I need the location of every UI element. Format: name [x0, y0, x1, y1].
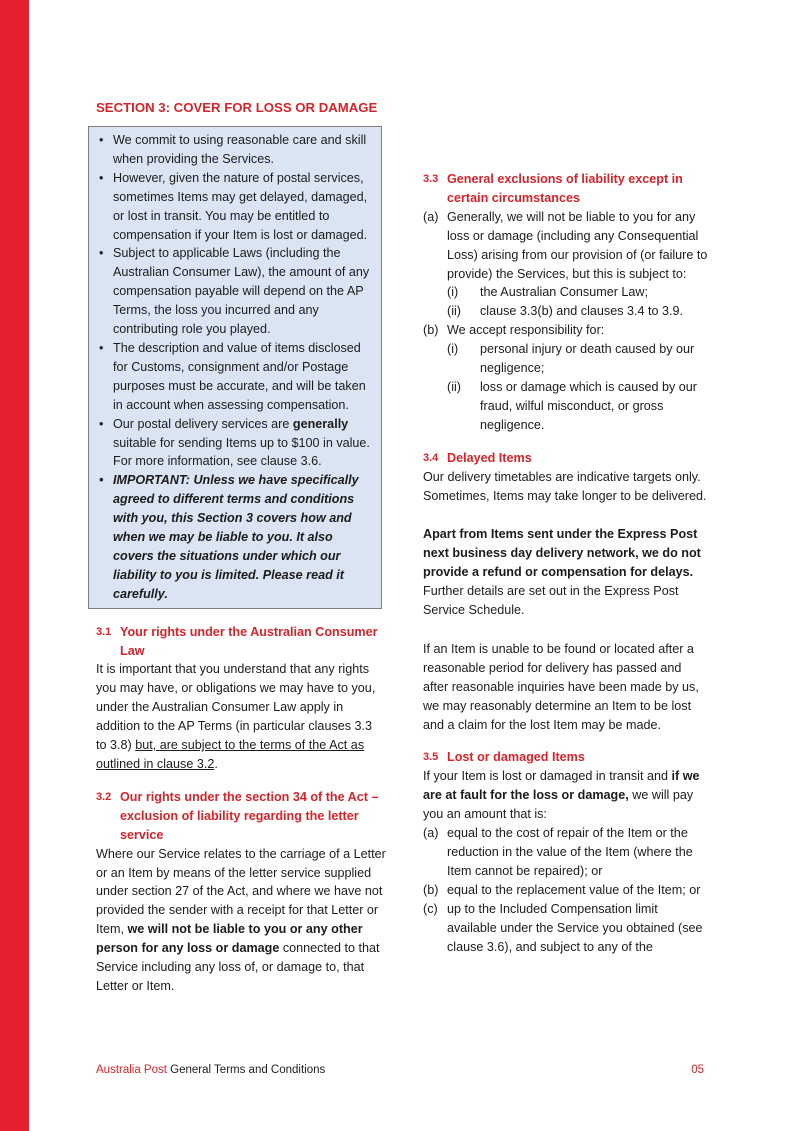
bullet-text: Our postal delivery services are: [113, 416, 293, 431]
clause-item: [423, 321, 708, 340]
summary-bullet: • Subject to applicable Laws (including the Australian Consumer Law), the amount of any compensation payable will depend on the AP Terms, the loss you incurred and any contributing role you played.: [113, 244, 375, 339]
clause-item: [423, 824, 708, 881]
clause-number: 3.4: [423, 451, 439, 464]
summary-bullet: • We commit to using reasonable care and skill when providing the Services.: [113, 131, 375, 169]
bullet-bold-text: generally: [292, 416, 349, 431]
clause-number: 3.2: [96, 790, 112, 803]
item-label: (b): [423, 323, 439, 338]
subitem-label: (i): [447, 342, 459, 357]
item-label: (c): [423, 901, 438, 916]
subitem-text: clause 3.3(b) and clauses 3.4 to 3.9.: [480, 304, 684, 319]
clause-number: 3.1: [96, 625, 112, 638]
clause-subitem: [447, 302, 708, 321]
subitem-text: loss or damage which is caused by our fraud, wilful misconduct, or gross negligence.: [480, 379, 698, 432]
clause-heading-text: Our rights under the section 34 of the Act – exclusion of liability regarding the letter service: [120, 789, 379, 842]
paragraph-text: .: [214, 757, 218, 771]
clause-3-4-heading: [423, 449, 708, 468]
item-label: (a): [423, 826, 439, 841]
clause-heading-text: Delayed Items: [447, 450, 532, 465]
left-column: [96, 98, 386, 996]
clause-item: [423, 208, 708, 284]
paragraph-text: connected to that Service including any loss of, or damage to, that Letter or Item.: [96, 941, 380, 993]
clause-3-4-paragraph: [423, 525, 708, 620]
paragraph-text: we will pay you an amount that is:: [423, 788, 694, 822]
summary-list: [95, 131, 375, 604]
item-label: (a): [423, 209, 439, 224]
red-side-bar: [0, 0, 29, 1131]
summary-bullet: • The description and value of items disclosed for Customs, consignment and/or Postage purposes must be accurate, and will be taken in account when assessing compensation.: [113, 339, 375, 415]
clause-subitem: [447, 340, 708, 378]
item-text: up to the Included Compensation limit available under the Service you obtained (see clause 3.6), and subject to any of the: [447, 901, 703, 954]
clause-number: 3.5: [423, 751, 439, 764]
bullet-text: suitable for sending Items up to $100 in value. For more information, see clause 3.6.: [113, 435, 370, 469]
clause-heading-text: Lost or damaged Items: [447, 750, 585, 765]
clause-heading-text: Your rights under the Australian Consumer Law: [120, 624, 378, 658]
clause-3-5-heading: [423, 748, 708, 767]
item-text: equal to the replacement value of the Item; or: [447, 882, 701, 897]
page-number: 05: [691, 1064, 704, 1076]
clause-3-5-intro: [423, 767, 708, 824]
important-notice: • IMPORTANT: Unless we have specifically agreed to different terms and conditions with you, this Section 3 covers how and when we may be liable to you. It also covers the situations under which our liability to you is limited. Please read it carefully.: [113, 471, 375, 603]
bold-text: Apart from Items sent under the Express Post next business day delivery network, we do not provide a refund or compensation for delays.: [423, 527, 701, 580]
summary-bullet: • However, given the nature of postal services, sometimes Items may get delayed, damaged, or lost in transit. You may be entitled to compensation if your Item is lost or damaged.: [113, 169, 375, 245]
summary-box: [88, 126, 382, 609]
clause-3-4-paragraph: Our delivery timetables are indicative targets only. Sometimes, Items may take longer to be delivered.: [423, 469, 707, 503]
clause-3-4-paragraph: If an Item is unable to be found or located after a reasonable period for delivery has passed and after reasonable inquiries have been made by us, we may reasonably determine an Item to be lost and a claim for the lost Item may be made.: [423, 641, 699, 732]
page-footer: [96, 1062, 704, 1078]
clause-heading-text: General exclusions of liability except in certain circumstances: [447, 172, 683, 205]
item-text: equal to the cost of repair of the Item or the reduction in the value of the Item (where the Item cannot be repaired); or: [447, 826, 693, 878]
paragraph-text: If your Item is lost or damaged in transit and: [423, 769, 672, 784]
clause-3-2-heading: [96, 788, 386, 845]
clause-3-2-text: [96, 845, 386, 996]
clause-3-1-heading: [96, 623, 386, 661]
subitem-text: the Australian Consumer Law;: [480, 285, 649, 300]
item-text: Generally, we will not be liable to you for any loss or damage (including any Consequential Loss) arising from our provision of (or failure to provide) the Services, but this is subject to:: [447, 209, 708, 281]
bold-text: if we are at fault for the loss or damage,: [423, 769, 700, 803]
subitem-label: (i): [447, 285, 459, 300]
item-label: (b): [423, 882, 439, 897]
summary-bullet: [113, 415, 375, 472]
subitem-text: personal injury or death caused by our negligence;: [480, 342, 695, 376]
clause-subitem: [447, 378, 708, 435]
clause-item: [423, 900, 708, 957]
item-text: We accept responsibility for:: [447, 323, 605, 338]
subitem-label: (ii): [447, 304, 461, 319]
subitem-label: (ii): [447, 379, 461, 394]
paragraph-text: It is important that you understand that any rights you may have, or obligations we may have to you, under the Australian Consumer Law apply in addition to the AP Terms (in particular clauses 3.3 to 3.8): [96, 662, 376, 753]
footer-brand: Australia Post: [96, 1064, 167, 1076]
clause-3-1-text: [96, 660, 386, 773]
clause-subitem: [447, 283, 708, 302]
section-title: SECTION 3: COVER FOR LOSS OR DAMAGE: [96, 100, 378, 115]
underlined-text: but, are subject to the terms of the Act as outlined in clause 3.2: [96, 738, 365, 771]
bold-text: we will not be liable to you or any other person for any loss or damage: [96, 922, 363, 956]
clause-item: [423, 881, 708, 900]
paragraph-text: Further details are set out in the Express Post Service Schedule.: [423, 584, 679, 618]
right-column: [423, 98, 708, 956]
clause-number: 3.3: [423, 173, 439, 185]
footer-title: General Terms and Conditions: [166, 1064, 326, 1076]
clause-3-3-heading: [423, 170, 708, 208]
paragraph-text: Where our Service relates to the carriage of a Letter or an Item by means of the letter service supplied under section 27 of the Act, and where we have not provided the sender with a receipt for that Letter or Item,: [96, 846, 386, 937]
